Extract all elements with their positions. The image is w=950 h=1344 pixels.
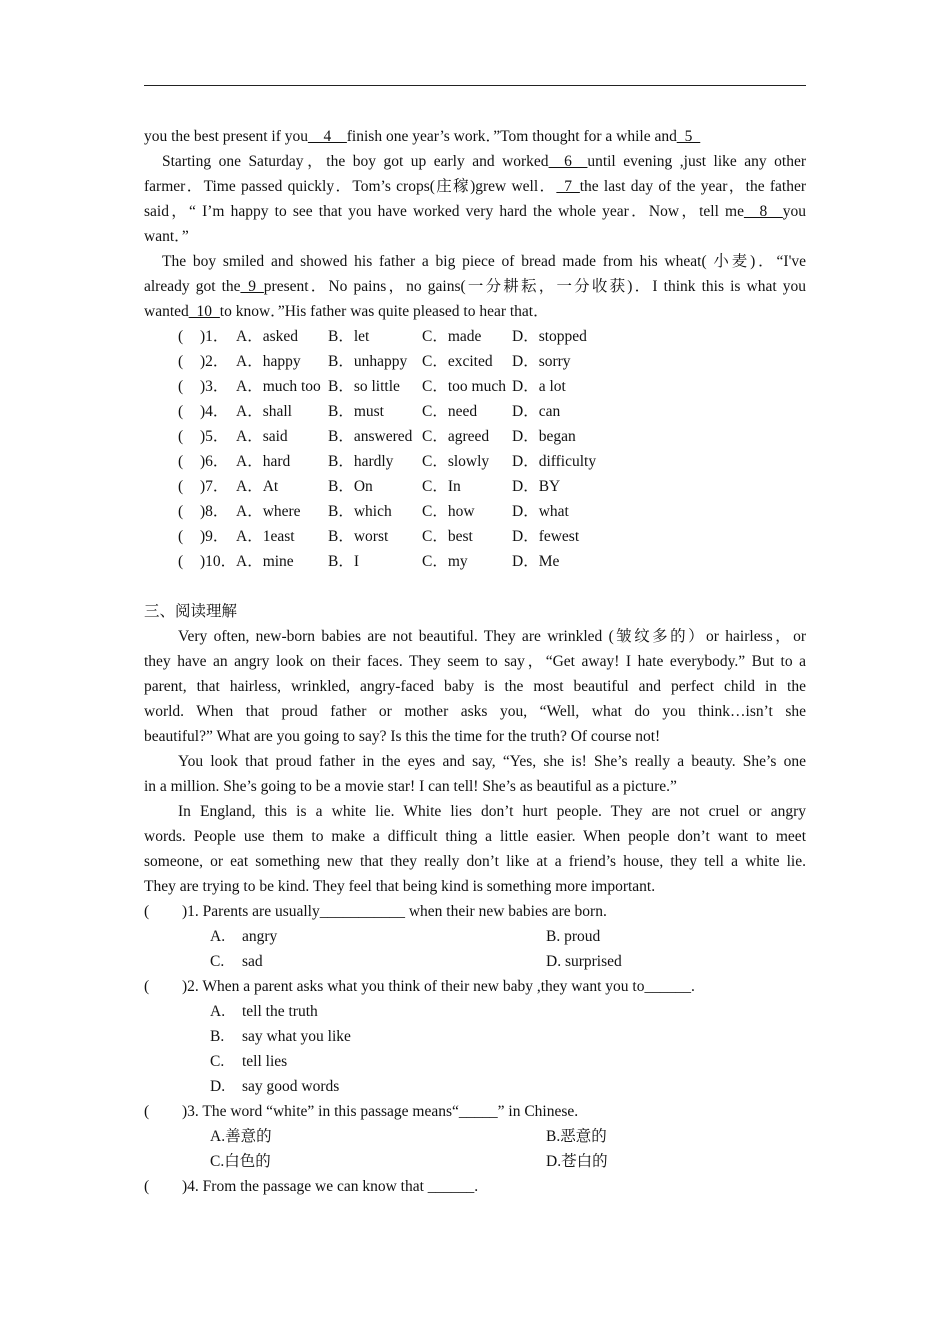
option-b[interactable]: B．unhappy bbox=[328, 353, 408, 370]
option-d[interactable]: D．Me bbox=[512, 553, 560, 570]
option-label: C. bbox=[210, 1053, 225, 1070]
reading-paragraph-3 bbox=[144, 799, 806, 899]
reading-q1-options-row1 bbox=[144, 924, 806, 949]
reading-paragraph-2 bbox=[144, 749, 806, 799]
blank-6: __6__ bbox=[548, 153, 588, 170]
option-d[interactable]: D.苍白的 bbox=[546, 1153, 608, 1170]
option-label: A. bbox=[210, 1003, 226, 1020]
cloze-question bbox=[144, 549, 806, 574]
option-d[interactable]: D．sorry bbox=[512, 353, 571, 370]
cloze-line-2 bbox=[144, 149, 806, 174]
blank-5: _5_ bbox=[676, 128, 701, 145]
section-heading: 三、阅读理解 bbox=[144, 603, 238, 620]
answer-paren[interactable]: ( bbox=[178, 353, 184, 370]
option-d[interactable]: D．BY bbox=[512, 478, 561, 495]
paragraph-line: parent, that hairless, wrinkled, angry-faced baby is the most beautiful and perfect child in the bbox=[144, 678, 806, 695]
text: already got the bbox=[144, 278, 241, 295]
text: the last day of the year，the father bbox=[579, 178, 806, 195]
option-c[interactable]: C．how bbox=[422, 503, 475, 520]
text: you bbox=[782, 203, 806, 220]
answer-paren[interactable]: ( bbox=[178, 478, 184, 495]
answer-paren[interactable]: ( bbox=[178, 503, 184, 520]
reading-q2-option-d[interactable] bbox=[144, 1074, 806, 1099]
option-a[interactable]: A．asked bbox=[236, 328, 298, 345]
option-d[interactable]: D．a lot bbox=[512, 378, 566, 395]
option-b[interactable]: B．so little bbox=[328, 378, 400, 395]
cloze-question bbox=[144, 499, 806, 524]
reading-q2-option-a[interactable] bbox=[144, 999, 806, 1024]
cloze-question bbox=[144, 524, 806, 549]
blank-4: __4__ bbox=[308, 128, 347, 145]
cloze-question bbox=[144, 449, 806, 474]
option-b[interactable]: B．On bbox=[328, 478, 373, 495]
reading-q2-option-b[interactable] bbox=[144, 1024, 806, 1049]
cloze-question-list bbox=[144, 324, 806, 574]
paragraph-line: words. People use them to make a difficult thing a little easier. When people don’t want to meet bbox=[144, 828, 806, 845]
reading-q3-options-row1 bbox=[144, 1124, 806, 1149]
blank-9: _9_ bbox=[240, 278, 264, 295]
option-a[interactable]: A．much too bbox=[236, 378, 321, 395]
question-number: )1． bbox=[200, 328, 229, 345]
cloze-question bbox=[144, 399, 806, 424]
cloze-line-4 bbox=[144, 199, 806, 224]
option-label: C. bbox=[210, 953, 225, 970]
text: farmer．Time passed quickly．Tom’s crops(庄稼)grew well． bbox=[144, 178, 557, 195]
question-number: )10． bbox=[200, 553, 237, 570]
paragraph-line: they have an angry look on their faces. They seem to say，“Get away! I hate everybody.” But to a bbox=[144, 653, 806, 670]
answer-paren[interactable]: ( bbox=[178, 528, 184, 545]
paragraph-line: someone, or eat something new that they really don’t like at a friend’s house, they tell a white lie. bbox=[144, 853, 806, 870]
document-body bbox=[144, 124, 806, 1199]
option-text: tell lies bbox=[242, 1053, 288, 1070]
cloze-question bbox=[144, 349, 806, 374]
blank-7: _7_ bbox=[556, 178, 580, 195]
cloze-line-3 bbox=[144, 174, 806, 199]
option-a[interactable]: A．where bbox=[236, 503, 301, 520]
text: said，“ I’m happy to see that you have worked very hard the whole year．Now，tell me bbox=[144, 203, 744, 220]
option-c[interactable]: C.白色的 bbox=[210, 1153, 271, 1170]
option-text: say what you like bbox=[242, 1028, 351, 1045]
answer-paren[interactable]: ( bbox=[178, 453, 184, 470]
paragraph-line: You look that proud father in the eyes and say, “Yes, she is! She’s really a beauty. She’s one bbox=[178, 753, 806, 770]
option-c[interactable]: sad bbox=[242, 953, 263, 970]
text: Starting one Saturday，the boy got up early and worked bbox=[162, 153, 549, 170]
cloze-question bbox=[144, 374, 806, 399]
option-b[interactable]: B．hardly bbox=[328, 453, 394, 470]
option-label: B. bbox=[210, 1028, 225, 1045]
paragraph-line: world. When that proud father or mother asks you, “Well, what do you think…isn’t she bbox=[144, 703, 806, 720]
question-number: )2． bbox=[200, 353, 229, 370]
cloze-question bbox=[144, 474, 806, 499]
option-c[interactable]: C．excited bbox=[422, 353, 493, 370]
paragraph-line: Very often, new-born babies are not beautiful. They are wrinkled (皱纹多的）or hairless，or bbox=[178, 628, 806, 645]
option-text: tell the truth bbox=[242, 1003, 318, 1020]
text: to know．”His father was quite pleased to hear that． bbox=[219, 303, 549, 320]
option-a[interactable]: A.善意的 bbox=[210, 1128, 272, 1145]
reading-q2-option-c[interactable] bbox=[144, 1049, 806, 1074]
answer-paren[interactable]: ( bbox=[144, 1103, 150, 1120]
header-rule bbox=[144, 85, 806, 86]
text: wanted bbox=[144, 303, 189, 320]
option-label: D. bbox=[210, 1078, 226, 1095]
option-c[interactable]: C．slowly bbox=[422, 453, 490, 470]
reading-question-1 bbox=[144, 899, 806, 924]
question-number: )8． bbox=[200, 503, 229, 520]
option-c[interactable]: C．agreed bbox=[422, 428, 490, 445]
option-a[interactable]: A．shall bbox=[236, 403, 292, 420]
option-a[interactable]: A．hard bbox=[236, 453, 291, 470]
question-number: )5． bbox=[200, 428, 229, 445]
option-b[interactable]: B.恶意的 bbox=[546, 1128, 607, 1145]
option-b[interactable]: B．answered bbox=[328, 428, 413, 445]
option-a[interactable]: angry bbox=[242, 928, 278, 945]
answer-paren[interactable]: ( bbox=[178, 428, 184, 445]
reading-q3-options-row2 bbox=[144, 1149, 806, 1174]
option-b[interactable]: B．let bbox=[328, 328, 370, 345]
text: you the best present if you bbox=[144, 128, 309, 145]
option-b[interactable]: B．worst bbox=[328, 528, 389, 545]
spacer bbox=[144, 574, 806, 599]
option-d[interactable]: D．began bbox=[512, 428, 576, 445]
option-c[interactable]: C．In bbox=[422, 478, 461, 495]
question-number: )4． bbox=[200, 403, 229, 420]
option-d[interactable]: D．can bbox=[512, 403, 561, 420]
paragraph-line: In England, this is a white lie. White lies don’t hurt people. They are not cruel or angry bbox=[178, 803, 806, 820]
reading-question-2 bbox=[144, 974, 806, 999]
option-b[interactable]: B．which bbox=[328, 503, 392, 520]
option-d[interactable]: D．what bbox=[512, 503, 569, 520]
option-c[interactable]: C．need bbox=[422, 403, 478, 420]
question-number: )9． bbox=[200, 528, 229, 545]
blank-8: __8__ bbox=[744, 203, 783, 220]
option-c[interactable]: C．too much bbox=[422, 378, 506, 395]
question-number: )6． bbox=[200, 453, 229, 470]
option-b[interactable]: B．must bbox=[328, 403, 384, 420]
text: finish one year’s work．”Tom thought for a while and bbox=[346, 128, 677, 145]
reading-question-3 bbox=[144, 1099, 806, 1124]
cloze-line-8 bbox=[144, 299, 806, 324]
option-a[interactable]: A．said bbox=[236, 428, 288, 445]
paragraph-line: in a million. She’s going to be a movie star! I can tell! She’s as beautiful as a picture.” bbox=[144, 778, 677, 795]
option-d[interactable]: D．fewest bbox=[512, 528, 580, 545]
question-stem: )1. Parents are usually___________ when their new babies are born. bbox=[182, 903, 607, 920]
answer-paren[interactable]: ( bbox=[178, 328, 184, 345]
paragraph-line: They are trying to be kind. They feel that being kind is something more important. bbox=[144, 878, 656, 895]
option-a[interactable]: A．1east bbox=[236, 528, 295, 545]
cloze-line-6: The boy smiled and showed his father a big piece of bread made from his wheat( 小麦)．“I've bbox=[162, 253, 806, 270]
option-b[interactable]: B．I bbox=[328, 553, 360, 570]
cloze-line-7 bbox=[144, 274, 806, 299]
option-a[interactable]: A．mine bbox=[236, 553, 294, 570]
option-c[interactable]: C．made bbox=[422, 328, 482, 345]
cloze-line-1 bbox=[144, 124, 806, 149]
reading-q1-options-row2 bbox=[144, 949, 806, 974]
cloze-line-5: want．” bbox=[144, 228, 189, 245]
option-a[interactable]: A．At bbox=[236, 478, 279, 495]
answer-paren[interactable]: ( bbox=[178, 403, 184, 420]
question-stem: )3. The word “white” in this passage means“_____” in Chinese. bbox=[182, 1103, 579, 1120]
reading-question-4 bbox=[144, 1174, 806, 1199]
blank-10: _10_ bbox=[188, 303, 220, 320]
answer-paren[interactable]: ( bbox=[144, 978, 150, 995]
cloze-question bbox=[144, 324, 806, 349]
answer-paren[interactable]: ( bbox=[144, 903, 150, 920]
question-stem: )4. From the passage we can know that ______. bbox=[182, 1178, 479, 1195]
question-stem: )2. When a parent asks what you think of their new baby ,they want you to______. bbox=[182, 978, 695, 995]
text: until evening ,just like any other bbox=[587, 153, 806, 170]
reading-paragraph-1 bbox=[144, 624, 806, 749]
answer-paren[interactable]: ( bbox=[144, 1178, 150, 1195]
option-d[interactable]: D．stopped bbox=[512, 328, 587, 345]
question-number: )7． bbox=[200, 478, 229, 495]
question-number: )3． bbox=[200, 378, 229, 395]
text: present．No pains，no gains(一分耕耘，一分收获)．I think this is what you bbox=[263, 278, 806, 295]
answer-paren[interactable]: ( bbox=[178, 378, 184, 395]
option-c[interactable]: C．best bbox=[422, 528, 473, 545]
option-b[interactable]: B. proud bbox=[546, 928, 601, 945]
option-d[interactable]: D．difficulty bbox=[512, 453, 597, 470]
option-text: say good words bbox=[242, 1078, 340, 1095]
paragraph-line: beautiful?” What are you going to say? Is this the time for the truth? Of course not! bbox=[144, 728, 661, 745]
cloze-question bbox=[144, 424, 806, 449]
option-d[interactable]: D. surprised bbox=[546, 953, 622, 970]
answer-paren[interactable]: ( bbox=[178, 553, 184, 570]
option-a[interactable]: A．happy bbox=[236, 353, 301, 370]
option-label: A. bbox=[210, 928, 226, 945]
option-c[interactable]: C．my bbox=[422, 553, 468, 570]
